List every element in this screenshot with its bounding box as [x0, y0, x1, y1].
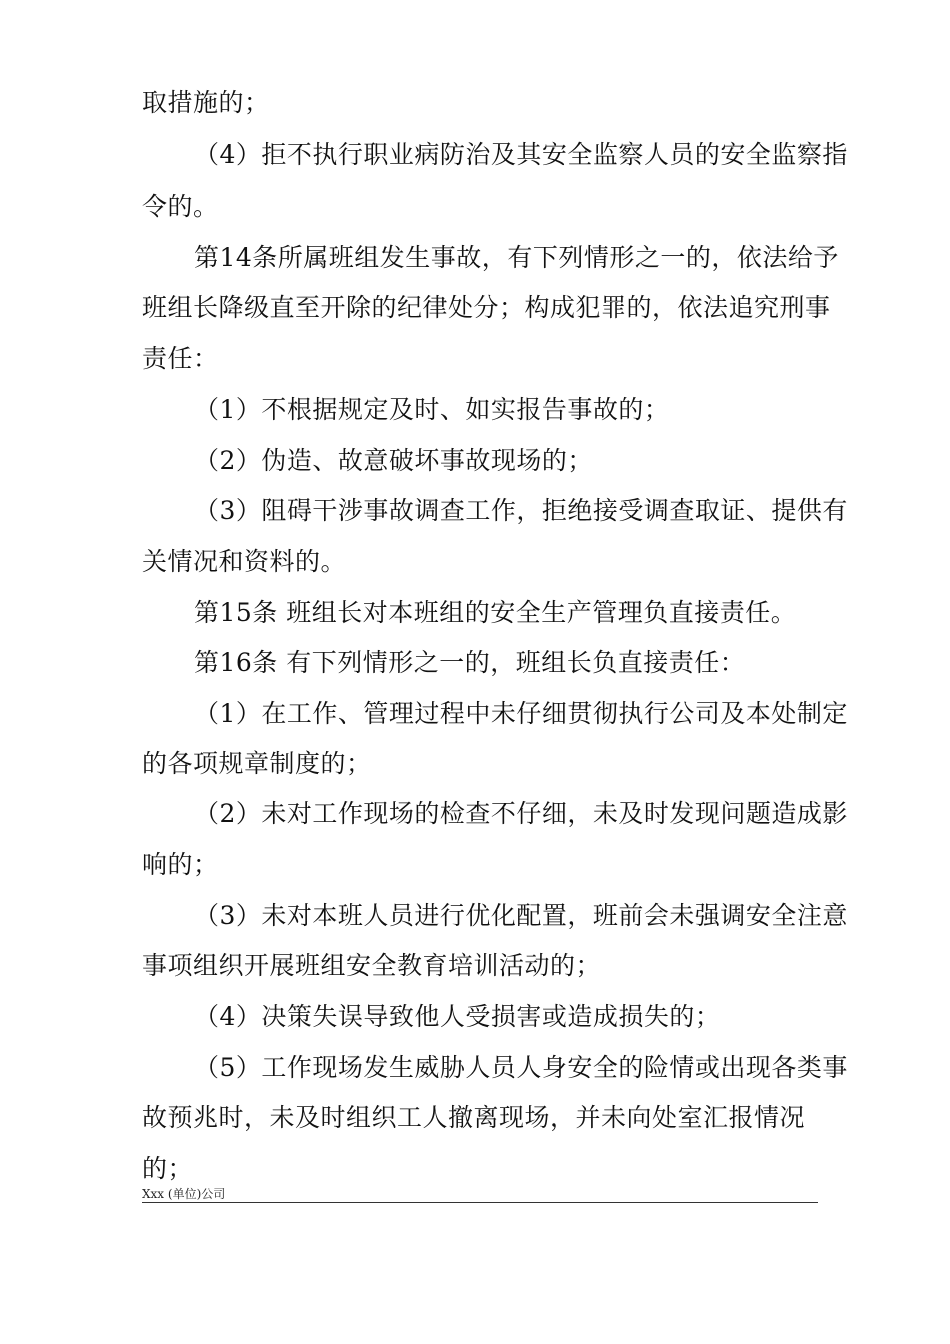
text-line: （2）伪造、故意破坏事故现场的；: [194, 446, 593, 475]
text-line: （1）不根据规定及时、如实报告事故的；: [194, 395, 670, 424]
text-line: 关情况和资料的。: [142, 547, 347, 576]
article-14-line: 第14条所属班组发生事故，有下列情形之一的，依法给予: [194, 243, 839, 272]
text-line: （3）阻碍干涉事故调查工作，拒绝接受调查取证、提供有: [194, 496, 848, 525]
footer-company: Xxx (单位)公司: [142, 1187, 226, 1201]
text-line: （4）决策失误导致他人受损害或造成损失的；: [194, 1002, 721, 1031]
text-line: （3）未对本班人员进行优化配置，班前会未强调安全注意: [194, 901, 848, 930]
text-line: 班组长降级直至开除的纪律处分；构成犯罪的，依法追究刑事: [142, 293, 831, 322]
article-16-line: 第16条 有下列情形之一的，班组长负直接责任：: [194, 648, 746, 677]
text-line: （4）拒不执行职业病防治及其安全监察人员的安全监察指: [194, 140, 848, 169]
footer-divider: [142, 1202, 818, 1203]
text-line: 取措施的；: [142, 88, 270, 117]
text-line: 响的；: [142, 850, 219, 879]
article-15-line: 第15条 班组长对本班组的安全生产管理负直接责任。: [194, 598, 797, 627]
text-line: 的各项规章制度的；: [142, 749, 372, 778]
text-line: 事项组织开展班组安全教育培训活动的；: [142, 951, 602, 980]
text-line: 故预兆时，未及时组织工人撤离现场，并未向处室汇报情况: [142, 1103, 806, 1132]
text-line: （1）在工作、管理过程中未仔细贯彻执行公司及本处制定: [194, 699, 848, 728]
text-line: （5）工作现场发生威胁人员人身安全的险情或出现各类事: [194, 1053, 848, 1082]
text-line: 令的。: [142, 192, 219, 221]
text-line: 责任：: [142, 344, 219, 373]
text-line: 的；: [142, 1154, 194, 1183]
text-line: （2）未对工作现场的检查不仔细，未及时发现问题造成影: [194, 799, 848, 828]
